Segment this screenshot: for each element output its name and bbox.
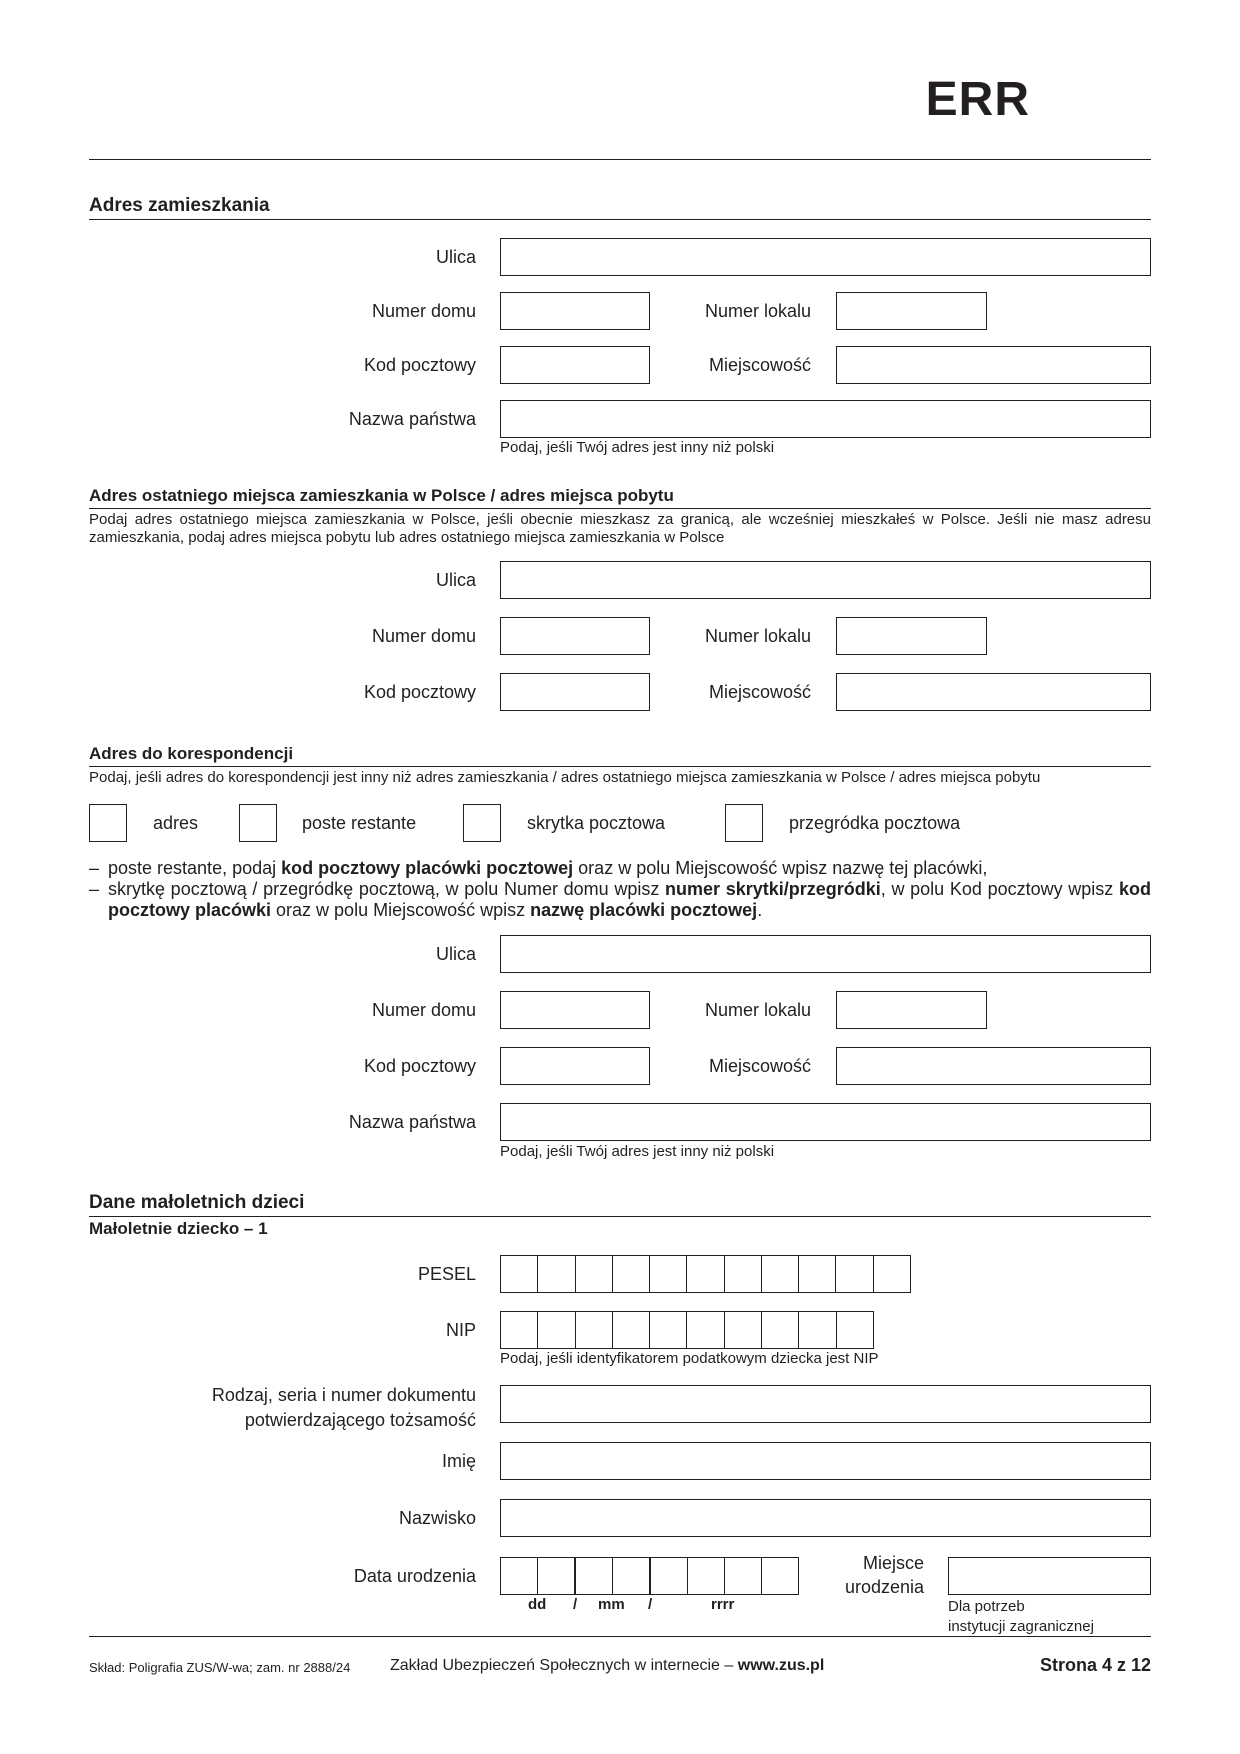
city-label: Miejscowość	[708, 355, 811, 375]
instruction-po-box: – skrytkę pocztową / przegródkę pocztową, w polu Numer domu wpisz numer skrytki/przegródki, w polu Kod pocztowy wpisz kod pocztowy placówki oraz w polu Miejscowość wpisz nazwę placówki pocztowej.	[89, 879, 1151, 920]
country-hint: Podaj, jeśli Twój adres jest inny niż polski	[500, 1143, 775, 1160]
birth-place-hint: Dla potrzeb instytucji zagranicznej	[948, 1598, 1094, 1635]
form-code: ERR	[925, 73, 1030, 126]
first-name-input[interactable]	[500, 1442, 1151, 1480]
pesel-digit-cell	[836, 1256, 873, 1292]
pesel-digit-cell	[501, 1256, 538, 1292]
house-number-input[interactable]	[500, 292, 650, 330]
nip-digit-cell	[762, 1312, 799, 1348]
last-name-label: Nazwisko	[398, 1508, 476, 1528]
city-input[interactable]	[836, 1047, 1151, 1085]
section-title-residence: Adres zamieszkania	[89, 195, 270, 216]
flat-number-label: Numer lokalu	[704, 1000, 811, 1020]
city-input[interactable]	[836, 673, 1151, 711]
city-label: Miejscowość	[708, 682, 811, 702]
country-input[interactable]	[500, 400, 1151, 438]
last-residence-description: Podaj adres ostatniego miejsca zamieszkania w Polsce, jeśli obecnie mieszkasz za granicą, ale wcześniej mieszkałeś w Polsce. Jeśli nie masz adresu zamieszkania, podaj adres miejsca pobytu lub adres ostatniego miejsca zamieszkania w Polsce	[89, 511, 1151, 546]
footer-print-info: Skład: Poligrafia ZUS/W-wa; zam. nr 2888/24	[89, 1660, 351, 1675]
postcode-input[interactable]	[500, 1047, 650, 1085]
street-label: Ulica	[435, 944, 476, 964]
country-hint: Podaj, jeśli Twój adres jest inny niż polski	[500, 439, 775, 456]
pesel-digit-cell	[687, 1256, 724, 1292]
checkbox-po-box-label: skrytka pocztowa	[527, 813, 666, 833]
nip-digit-cell	[687, 1312, 724, 1348]
checkbox-post-compartment[interactable]	[725, 804, 763, 842]
pesel-digit-cell	[576, 1256, 613, 1292]
section-title-correspondence: Adres do korespondencji	[89, 744, 294, 763]
checkbox-address[interactable]	[89, 804, 127, 842]
date-format-day: dd	[528, 1596, 547, 1613]
header-divider	[89, 159, 1151, 160]
correspondence-instructions	[89, 858, 1151, 921]
pesel-input[interactable]	[500, 1255, 911, 1293]
nip-hint: Podaj, jeśli identyfikatorem podatkowym dziecka jest NIP	[500, 1350, 879, 1367]
postcode-label: Kod pocztowy	[363, 355, 476, 375]
postcode-input[interactable]	[500, 673, 650, 711]
pesel-label: PESEL	[417, 1264, 476, 1284]
checkbox-post-compartment-label: przegródka pocztowa	[789, 813, 961, 833]
pesel-digit-cell	[613, 1256, 650, 1292]
flat-number-label: Numer lokalu	[704, 301, 811, 321]
house-number-label: Numer domu	[371, 1000, 476, 1020]
birth-place-label: Miejsce urodzenia	[844, 1553, 924, 1597]
section-divider	[89, 766, 1151, 767]
pesel-digit-cell	[725, 1256, 762, 1292]
date-format-year: rrrr	[711, 1596, 735, 1613]
date-format-month: mm	[598, 1596, 625, 1613]
nip-digit-cell	[725, 1312, 762, 1348]
nip-digit-cell	[576, 1312, 613, 1348]
nip-input[interactable]	[500, 1311, 874, 1349]
pesel-digit-cell	[762, 1256, 799, 1292]
house-number-input[interactable]	[500, 991, 650, 1029]
footer-divider	[89, 1636, 1151, 1637]
house-number-label: Numer domu	[371, 626, 476, 646]
nip-label: NIP	[445, 1320, 476, 1340]
checkbox-poste-restante[interactable]	[239, 804, 277, 842]
flat-number-input[interactable]	[836, 617, 987, 655]
checkbox-poste-restante-label: poste restante	[302, 813, 417, 833]
pesel-digit-cell	[538, 1256, 575, 1292]
correspondence-description: Podaj, jeśli adres do korespondencji jest inny niż adres zamieszkania / adres ostatniego miejsca zamieszkania w Polsce / adres miejsca pobytu	[89, 769, 1041, 786]
country-label: Nazwa państwa	[348, 409, 476, 429]
nip-digit-cell	[799, 1312, 836, 1348]
street-input[interactable]	[500, 935, 1151, 973]
postcode-label: Kod pocztowy	[363, 1056, 476, 1076]
country-label: Nazwa państwa	[348, 1112, 476, 1132]
pesel-digit-cell	[650, 1256, 687, 1292]
postcode-input[interactable]	[500, 346, 650, 384]
last-name-input[interactable]	[500, 1499, 1151, 1537]
birth-place-input[interactable]	[948, 1557, 1151, 1595]
first-name-label: Imię	[441, 1451, 476, 1471]
checkbox-po-box[interactable]	[463, 804, 501, 842]
flat-number-input[interactable]	[836, 991, 987, 1029]
nip-digit-cell	[538, 1312, 575, 1348]
nip-digit-cell	[650, 1312, 687, 1348]
checkbox-address-label: adres	[153, 813, 199, 833]
birth-date-label: Data urodzenia	[353, 1566, 476, 1586]
website-link[interactable]: www.zus.pl	[737, 1657, 825, 1674]
nip-digit-cell	[837, 1312, 873, 1348]
child-subtitle: Małoletnie dziecko – 1	[89, 1219, 268, 1238]
section-divider	[89, 1216, 1151, 1217]
postcode-label: Kod pocztowy	[363, 682, 476, 702]
house-number-input[interactable]	[500, 617, 650, 655]
page-number: Strona 4 z 12	[1039, 1655, 1151, 1675]
country-input[interactable]	[500, 1103, 1151, 1141]
city-label: Miejscowość	[708, 1056, 811, 1076]
birth-date-input[interactable]	[500, 1557, 799, 1595]
section-divider	[89, 508, 1151, 509]
house-number-label: Numer domu	[371, 301, 476, 321]
flat-number-label: Numer lokalu	[704, 626, 811, 646]
flat-number-input[interactable]	[836, 292, 987, 330]
instruction-poste-restante: – poste restante, podaj kod pocztowy placówki pocztowej oraz w polu Miejscowość wpisz nazwę tej placówki,	[89, 858, 988, 878]
street-label: Ulica	[435, 570, 476, 590]
identity-document-label: Rodzaj, seria i numer dokumentu potwierdzającego tożsamość	[211, 1385, 476, 1430]
nip-digit-cell	[613, 1312, 650, 1348]
section-divider	[89, 219, 1151, 220]
street-input[interactable]	[500, 561, 1151, 599]
date-format-sep: /	[648, 1596, 653, 1613]
city-input[interactable]	[836, 346, 1151, 384]
street-label: Ulica	[435, 247, 476, 267]
footer-website: Zakład Ubezpieczeń Społecznych w internecie – www.zus.pl	[390, 1657, 825, 1674]
pesel-digit-cell	[799, 1256, 836, 1292]
date-format-sep: /	[573, 1596, 578, 1613]
pesel-digit-cell	[874, 1256, 910, 1292]
section-title-last-residence: Adres ostatniego miejsca zamieszkania w Polsce / adres miejsca pobytu	[89, 486, 674, 505]
section-title-children: Dane małoletnich dzieci	[89, 1192, 305, 1213]
nip-digit-cell	[501, 1312, 538, 1348]
street-input[interactable]	[500, 238, 1151, 276]
identity-document-input[interactable]	[500, 1385, 1151, 1423]
